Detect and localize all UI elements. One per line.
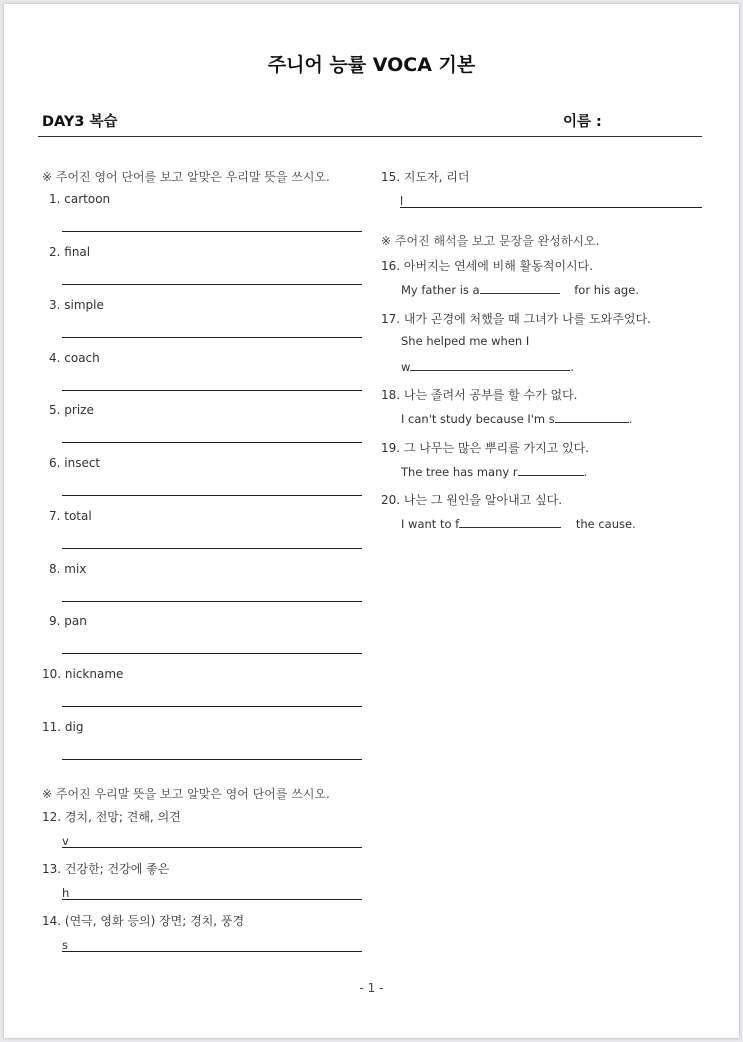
answer-blank[interactable] xyxy=(555,411,629,423)
sentence-question: 18. 나는 졸려서 공부를 할 수가 없다. xyxy=(381,388,578,402)
sentence-answer xyxy=(401,464,587,479)
answer-line[interactable] xyxy=(400,190,702,208)
sentence-suffix: for his age. xyxy=(574,283,639,297)
day-label: DAY3 복습 xyxy=(42,114,118,130)
sentence-prefix: The tree has many r xyxy=(401,465,518,479)
sentence-prefix: I can't study because I'm s xyxy=(401,412,555,426)
header-divider xyxy=(38,136,702,137)
answer-line[interactable] xyxy=(62,742,362,760)
vocab-item: 9. pan xyxy=(49,614,87,628)
sentence-suffix: . xyxy=(583,465,588,479)
answer-hint: l xyxy=(400,194,404,208)
answer-line[interactable] xyxy=(62,882,362,900)
answer-blank[interactable] xyxy=(410,359,570,371)
sentence-question: 16. 아버지는 연세에 비해 활동적이시다. xyxy=(381,259,594,273)
answer-line[interactable] xyxy=(62,214,362,232)
answer-hint: v xyxy=(62,834,69,848)
answer-hint: w xyxy=(401,360,411,374)
section1-instruction: ※ 주어진 영어 단어를 보고 알맞은 우리말 뜻을 쓰시오. xyxy=(42,170,330,184)
sentence-question: 20. 나는 그 원인을 알아내고 싶다. xyxy=(381,493,563,507)
vocab-item: 10. nickname xyxy=(42,667,124,681)
sentence-answer xyxy=(401,282,639,297)
vocab-item: 6. insect xyxy=(49,456,101,470)
answer-line[interactable] xyxy=(62,689,362,707)
name-label: 이름 : xyxy=(563,114,602,130)
sentence-answer xyxy=(401,359,574,374)
vocab-item: 5. prize xyxy=(49,403,94,417)
page-number: - 1 - xyxy=(359,981,384,995)
vocab-question: 12. 경치, 전망; 견해, 의견 xyxy=(42,810,181,824)
sentence-question: 17. 내가 곤경에 처했을 때 그녀가 나를 도와주었다. xyxy=(381,312,651,326)
answer-hint: h xyxy=(62,886,70,900)
vocab-question: 15. 지도자, 리더 xyxy=(381,170,470,184)
answer-line[interactable] xyxy=(62,425,362,443)
vocab-item: 1. cartoon xyxy=(49,192,111,206)
sentence-prefix: She helped me when I xyxy=(401,334,530,348)
sentence-suffix: the cause. xyxy=(575,517,636,531)
vocab-item: 4. coach xyxy=(49,351,100,365)
vocab-item: 8. mix xyxy=(49,562,87,576)
answer-line[interactable] xyxy=(62,830,362,848)
answer-line[interactable] xyxy=(62,267,362,285)
answer-line[interactable] xyxy=(62,934,362,952)
answer-blank[interactable] xyxy=(480,282,560,294)
answer-line[interactable] xyxy=(62,373,362,391)
sentence-question: 19. 그 나무는 많은 뿌리를 가지고 있다. xyxy=(381,441,590,455)
vocab-question: 13. 건강한; 건강에 좋은 xyxy=(42,862,170,876)
answer-hint: s xyxy=(62,938,68,952)
vocab-item: 3. simple xyxy=(49,298,104,312)
answer-line[interactable] xyxy=(62,531,362,549)
vocab-item: 7. total xyxy=(49,509,92,523)
section2-instruction: ※ 주어진 우리말 뜻을 보고 알맞은 영어 단어를 쓰시오. xyxy=(42,787,330,801)
vocab-question: 14. (연극, 영화 등의) 장면; 경치, 풍경 xyxy=(42,914,245,928)
answer-blank[interactable] xyxy=(518,464,584,476)
answer-line[interactable] xyxy=(62,636,362,654)
answer-line[interactable] xyxy=(62,478,362,496)
sentence-prefix: My father is a xyxy=(401,283,480,297)
vocab-item: 2. final xyxy=(49,245,91,259)
answer-line[interactable] xyxy=(62,320,362,338)
vocab-item: 11. dig xyxy=(42,720,84,734)
answer-blank[interactable] xyxy=(459,516,561,528)
sentence-suffix: . xyxy=(628,412,633,426)
page-title: 주니어 능률 VOCA 기본 xyxy=(267,54,476,76)
sentence-answer xyxy=(401,516,636,531)
section3-instruction: ※ 주어진 해석을 보고 문장을 완성하시오. xyxy=(381,234,600,248)
sentence-answer xyxy=(401,411,632,426)
answer-line[interactable] xyxy=(62,584,362,602)
sentence-prefix: I want to f xyxy=(401,517,460,531)
sentence-suffix: . xyxy=(570,360,575,374)
